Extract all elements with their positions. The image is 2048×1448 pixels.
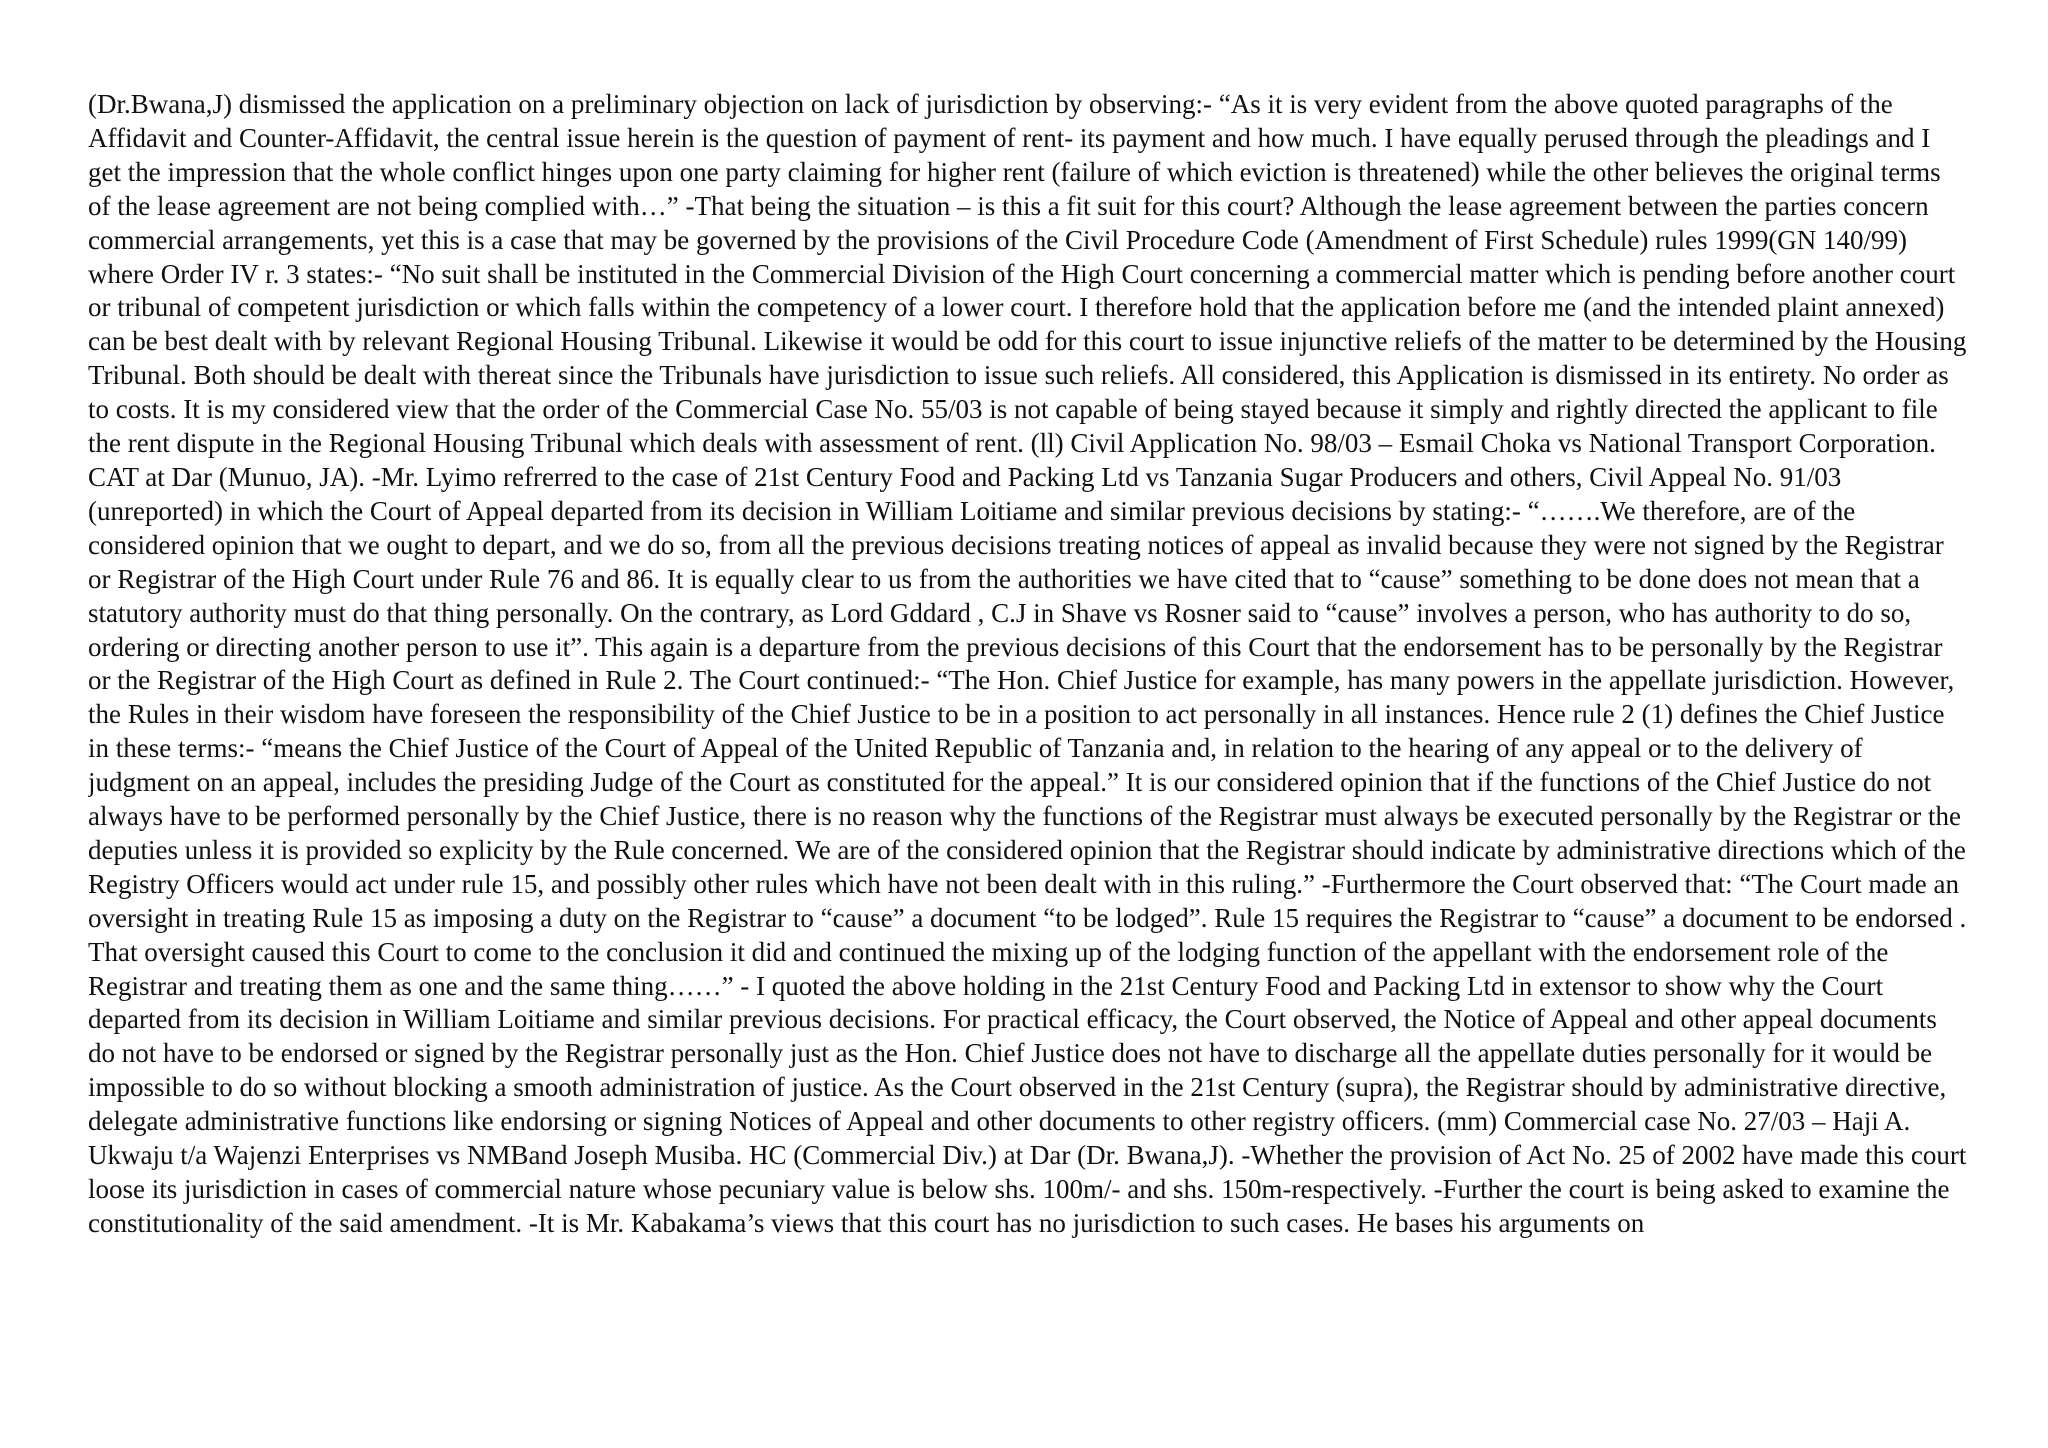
document-page (88, 88, 1968, 1378)
body-paragraph: (Dr.Bwana,J) dismissed the application on a preliminary objection on lack of jurisdiction by observing:- “As it is very evident from the above quoted paragraphs of the Affidavit and Counter-Affidavit, the central issue herein is the question of payment of rent- its payment and how much. I have equally perused through the pleadings and I get the impression that the whole conflict hinges upon one party claiming for higher rent (failure of which eviction is threatened) while the other believes the original terms of the lease agreement are not being complied with…” -That being the situation – is this a fit suit for this court? Although the lease agreement between the parties concern commercial arrangements, yet this is a case that may be governed by the provisions of the Civil Procedure Code (Amendment of First Schedule) rules 1999(GN 140/99) where Order IV r. 3 states:- “No suit shall be instituted in the Commercial Division of the High Court concerning a commercial matter which is pending before another court or tribunal of competent jurisdiction or which falls within the competency of a lower court. I therefore hold that the application before me (and the intended plaint annexed) can be best dealt with by relevant Regional Housing Tribunal. Likewise it would be odd for this court to issue injunctive reliefs of the matter to be determined by the Housing Tribunal. Both should be dealt with thereat since the Tribunals have jurisdiction to issue such reliefs. All considered, this Application is dismissed in its entirety. No order as to costs. It is my considered view that the order of the Commercial Case No. 55/03 is not capable of being stayed because it simply and rightly directed the applicant to file the rent dispute in the Regional Housing Tribunal which deals with assessment of rent. (ll) Civil Application No. 98/03 – Esmail Choka vs National Transport Corporation. CAT at Dar (Munuo, JA). -Mr. Lyimo refrerred to the case of 21st Century Food and Packing Ltd vs Tanzania Sugar Producers and others, Civil Appeal No. 91/03 (unreported) in which the Court of Appeal departed from its decision in William Loitiame and similar previous decisions by stating:- “…….We therefore, are of the considered opinion that we ought to depart, and we do so, from all the previous decisions treating notices of appeal as invalid because they were not signed by the Registrar or Registrar of the High Court under Rule 76 and 86. It is equally clear to us from the authorities we have cited that to “cause” something to be done does not mean that a statutory authority must do that thing personally. On the contrary, as Lord Gddard , C.J in Shave vs Rosner said to “cause” involves a person, who has authority to do so, ordering or directing another person to use it”. This again is a departure from the previous decisions of this Court that the endorsement has to be personally by the Registrar or the Registrar of the High Court as defined in Rule 2. The Court continued:- “The Hon. Chief Justice for example, has many powers in the appellate jurisdiction. However, the Rules in their wisdom have foreseen the responsibility of the Chief Justice to be in a position to act personally in all instances. Hence rule 2 (1) defines the Chief Justice in these terms:- “means the Chief Justice of the Court of Appeal of the United Republic of Tanzania and, in relation to the hearing of any appeal or to the delivery of judgment on an appeal, includes the presiding Judge of the Court as constituted for the appeal.” It is our considered opinion that if the functions of the Chief Justice do not always have to be performed personally by the Chief Justice, there is no reason why the functions of the Registrar must always be executed personally by the Registrar or the deputies unless it is provided so explicity by the Rule concerned. We are of the considered opinion that the Registrar should indicate by administrative directions which of the Registry Officers would act under rule 15, and possibly other rules which have not been dealt with in this ruling.” -Furthermore the Court observed that: “The Court made an oversight in treating Rule 15 as imposing a duty on the Registrar to “cause” a document “to be lodged”. Rule 15 requires the Registrar to “cause” a document to be endorsed . That oversight caused this Court to come to the conclusion it did and continued the mixing up of the lodging function of the appellant with the endorsement role of the Registrar and treating them as one and the same thing……” - I quoted the above holding in the 21st Century Food and Packing Ltd in extensor to show why the Court departed from its decision in William Loitiame and similar previous decisions. For practical efficacy, the Court observed, the Notice of Appeal and other appeal documents do not have to be endorsed or signed by the Registrar personally just as the Hon. Chief Justice does not have to discharge all the appellate duties personally for it would be impossible to do so without blocking a smooth administration of justice. As the Court observed in the 21st Century (supra), the Registrar should by administrative directive, delegate administrative functions like endorsing or signing Notices of Appeal and other documents to other registry officers. (mm) Commercial case No. 27/03 – Haji A. Ukwaju t/a Wajenzi Enterprises vs NMBand Joseph Musiba. HC (Commercial Div.) at Dar (Dr. Bwana,J). -Whether the provision of Act No. 25 of 2002 have made this court loose its jurisdiction in cases of commercial nature whose pecuniary value is below shs. 100m/- and shs. 150m-respectively. -Further the court is being asked to examine the constitutionality of the said amendment. -It is Mr. Kabakama’s views that this court has no jurisdiction to such cases. He bases his arguments on (88, 89, 1967, 1238)
